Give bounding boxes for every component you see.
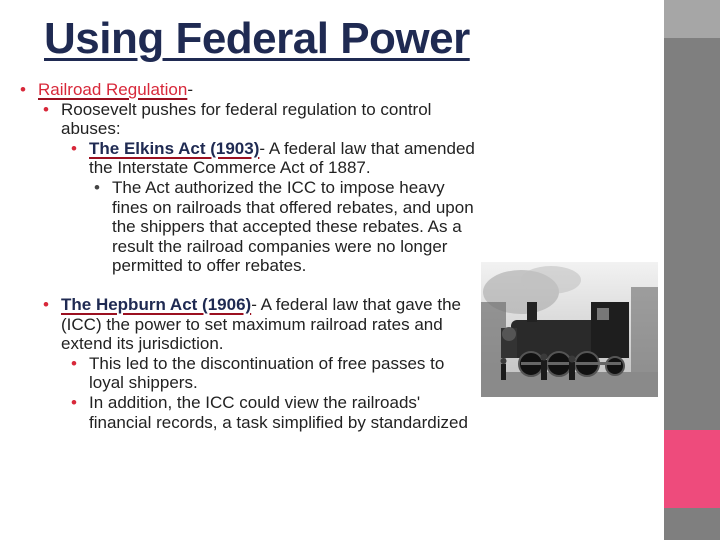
bullet-dot-icon: • — [71, 392, 77, 412]
bullet-hepburn-act — [0, 295, 475, 354]
elkins-act-label: The Elkins Act (1903) — [89, 138, 260, 158]
bullet-roosevelt — [0, 100, 475, 139]
hepburn-act-label: The Hepburn Act (1906) — [61, 294, 252, 314]
spacer — [0, 276, 475, 295]
bullet-dot-icon: • — [43, 294, 49, 314]
railroad-regulation-dash: - — [187, 80, 193, 99]
locomotive-icon — [481, 262, 658, 397]
sidebar-top-accent — [664, 0, 720, 38]
bullet-icc-fines — [0, 178, 475, 276]
bullet-railroad-regulation — [0, 80, 475, 100]
bullet-dot-icon: • — [94, 177, 100, 197]
hepburn-act-text: - A federal law that gave the (ICC) the power to set maximum railroad rates and extend its jurisdiction. — [61, 294, 461, 354]
bullet-dot-icon: • — [43, 99, 49, 119]
icc-fines-text: The Act authorized the ICC to impose heavy fines on railroads that offered rebates, and upon the shippers that accepted these rebates. As a result the railroad companies were no longer permitted to offer rebates. — [112, 177, 474, 276]
sidebar-pink-accent — [664, 430, 720, 508]
steam-locomotive-photo — [481, 262, 658, 397]
roosevelt-text: Roosevelt pushes for federal regulation to control abuses: — [61, 99, 432, 139]
slide-body — [0, 80, 475, 432]
financial-records-text: In addition, the ICC could view the railroads' financial records, a task simplified by standardized — [89, 392, 468, 432]
railroad-regulation-label: Railroad Regulation — [38, 80, 188, 99]
bullet-elkins-act — [0, 139, 475, 178]
bullet-dot-icon: • — [71, 138, 77, 158]
free-passes-text: This led to the discontinuation of free passes to loyal shippers. — [89, 353, 445, 393]
bullet-free-passes — [0, 354, 475, 393]
slide-title: Using Federal Power — [44, 14, 470, 63]
elkins-act-text: - A federal law that amended the Interstate Commerce Act of 1887. — [89, 138, 475, 178]
bullet-financial-records — [0, 393, 475, 432]
bullet-dot-icon: • — [71, 353, 77, 373]
bullet-dot-icon: • — [20, 80, 26, 99]
